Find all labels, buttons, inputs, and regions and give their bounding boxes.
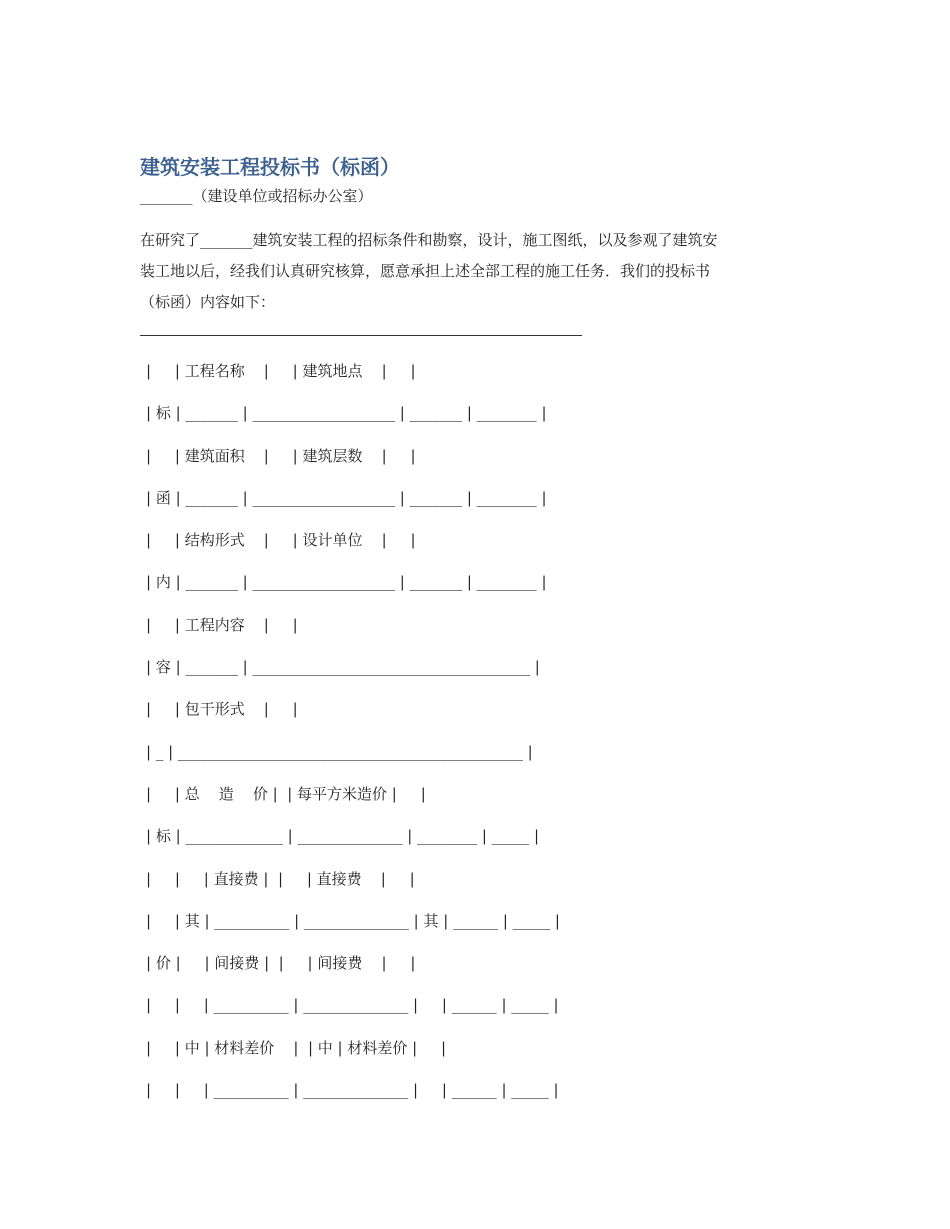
table-line: | 函 | _______ | ___________________ | _______ | ________ | — [146, 488, 547, 507]
addressee-line: _______（建设单位或招标办公室） — [140, 187, 373, 205]
table-line: | 内 | _______ | ___________________ | _______ | ________ | — [146, 573, 547, 592]
intro-line: 在研究了_______建筑安装工程的招标条件和勘察，设计，施工图纸，以及参观了建筑安 — [140, 231, 718, 249]
document-title: 建筑安装工程投标书（标函） — [140, 155, 400, 179]
horizontal-rule — [140, 335, 582, 336]
table-line: | | 工程名称 | | 建筑地点 | | — [146, 362, 416, 380]
table-line: | | | __________ | ______________ | | ______ | _____ | — [146, 996, 559, 1015]
intro-line: 装工地以后，经我们认真研究核算，愿意承担上述全部工程的施工任务．我们的投标书 — [140, 262, 711, 280]
table-line: | 标 | _______ | ___________________ | _______ | ________ | — [146, 404, 547, 423]
table-line: | | | __________ | ______________ | | ______ | _____ | — [146, 1081, 559, 1100]
table-line: | | 工程内容 | | — [146, 615, 298, 634]
table-line: | 标 | _____________ | ______________ | ________ | _____ | — [146, 827, 540, 846]
intro-line: （标函）内容如下： — [140, 293, 276, 311]
table-line: | | 中 | 材料差价 | | 中 | 材料差价 | | — [146, 1038, 447, 1057]
table-line: | 容 | _______ | _____________________________________ | — [146, 658, 540, 677]
table-line: | 价 | | 间接费 | | | 间接费 | | — [146, 954, 416, 973]
bid-table-text — [146, 359, 560, 1120]
intro-paragraph — [140, 225, 810, 318]
table-line: | | 总 造 价 | | 每平方米造价 | | — [146, 784, 426, 803]
table-line: | | 建筑面积 | | 建筑层数 | | — [146, 446, 416, 465]
table-line: | _ | ______________________________________________ | — [146, 742, 533, 761]
table-line: | | 其 | __________ | ______________ | 其 | ______ | _____ | — [146, 911, 560, 930]
table-line: | | 包干形式 | | — [146, 700, 298, 719]
table-line: | | 结构形式 | | 设计单位 | | — [146, 531, 416, 550]
table-line: | | | 直接费 | | | 直接费 | | — [146, 869, 415, 888]
